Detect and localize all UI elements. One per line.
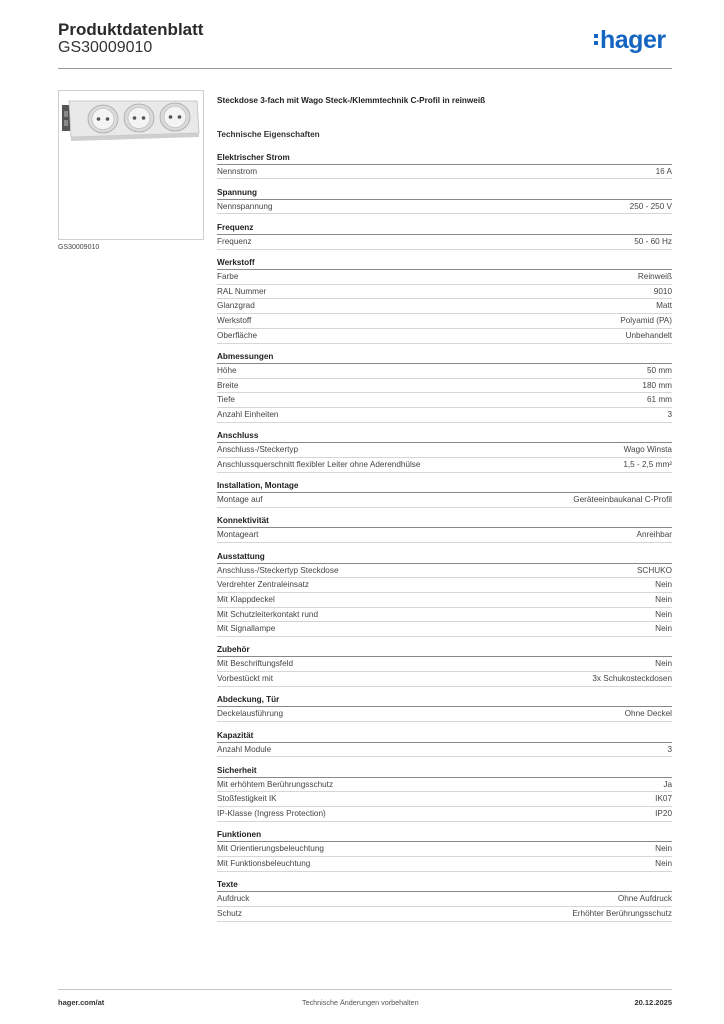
section-title: Spannung <box>217 188 672 200</box>
spec-value: 3 <box>667 410 672 420</box>
spec-value: 180 mm <box>642 380 672 390</box>
spec-label: Anzahl Module <box>217 744 272 754</box>
spec-row <box>217 329 672 344</box>
spec-section <box>217 552 672 637</box>
spec-label: Schutz <box>217 908 243 918</box>
spec-row <box>217 672 672 687</box>
spec-row <box>217 622 672 637</box>
spec-row <box>217 792 672 807</box>
spec-label: Anzahl Einheiten <box>217 410 279 420</box>
socket-outlet <box>160 103 190 131</box>
spec-row <box>217 593 672 608</box>
spec-label: Höhe <box>217 366 237 375</box>
spec-label: Verdrehter Zentraleinsatz <box>217 580 309 590</box>
spec-value: Geräteeinbaukanal C-Profil <box>573 495 672 505</box>
spec-value: 50 - 60 Hz <box>634 236 672 246</box>
spec-label: RAL Nummer <box>217 286 267 296</box>
spec-label: Mit erhöhtem Berührungsschutz <box>217 779 334 789</box>
spec-section <box>217 153 672 180</box>
spec-row <box>217 778 672 793</box>
spec-row <box>217 379 672 394</box>
spec-row <box>217 842 672 857</box>
spec-sections <box>217 153 672 922</box>
section-title: Texte <box>217 880 672 892</box>
spec-label: Tiefe <box>217 395 235 405</box>
spec-label: Glanzgrad <box>217 301 255 311</box>
section-title: Kapazität <box>217 731 672 743</box>
footer-date: 20.12.2025 <box>634 998 672 1007</box>
spec-label: Montage auf <box>217 495 263 505</box>
spec-row <box>217 608 672 623</box>
spec-section <box>217 516 672 543</box>
spec-value: Wago Winsta <box>623 445 672 455</box>
spec-row <box>217 270 672 285</box>
spec-value: Nein <box>655 624 672 634</box>
spec-row <box>217 907 672 922</box>
article-number: GS30009010 <box>58 39 153 56</box>
spec-row <box>217 807 672 822</box>
section-title: Zubehör <box>217 645 672 657</box>
hager-logo <box>594 26 666 55</box>
spec-value: Anreihbar <box>636 530 672 540</box>
spec-label: Mit Funktionsbeleuchtung <box>217 858 311 868</box>
spec-value: Reinweiß <box>637 272 672 282</box>
specification-panel <box>217 96 672 922</box>
spec-value: Unbehandelt <box>625 330 672 340</box>
spec-value: Nein <box>655 659 672 669</box>
spec-label: Mit Schutzleiterkontakt rund <box>217 609 319 619</box>
spec-row <box>217 743 672 758</box>
spec-section <box>217 352 672 423</box>
spec-value: 1,5 - 2,5 mm² <box>623 459 672 469</box>
spec-row <box>217 528 672 543</box>
spec-label: Deckelausführung <box>217 709 283 719</box>
section-title: Installation, Montage <box>217 481 672 493</box>
spec-label: Anschluss-/Steckertyp Steckdose <box>217 565 339 575</box>
spec-label: Nennstrom <box>217 166 258 176</box>
spec-row <box>217 493 672 508</box>
spec-label: Vorbestückt mit <box>217 674 273 684</box>
spec-label: Mit Klappdeckel <box>217 594 275 604</box>
section-title: Konnektivität <box>217 516 672 528</box>
spec-label: Aufdruck <box>217 894 250 904</box>
spec-value: 3 <box>667 744 672 754</box>
spec-value: Nein <box>655 580 672 590</box>
section-title: Elektrischer Strom <box>217 153 672 165</box>
section-title: Frequenz <box>217 223 672 235</box>
spec-label: Oberfläche <box>217 330 258 340</box>
section-title: Ausstattung <box>217 552 672 564</box>
image-caption: GS30009010 <box>58 244 100 251</box>
spec-label: Montageart <box>217 530 259 540</box>
spec-value: 50 mm <box>646 366 672 375</box>
spec-row <box>217 285 672 300</box>
header-divider <box>58 68 672 69</box>
page-title: Produktdatenblatt <box>58 20 204 39</box>
spec-label: Frequenz <box>217 236 252 246</box>
spec-value: Polyamid (PA) <box>620 316 672 326</box>
socket-strip-illustration <box>59 91 203 239</box>
spec-section <box>217 880 672 921</box>
specifications-heading: Technische Eigenschaften <box>217 130 320 139</box>
footer-website-link[interactable]: hager.com/at <box>58 998 105 1007</box>
section-title: Sicherheit <box>217 766 672 778</box>
spec-value: Ja <box>663 779 672 789</box>
spec-row <box>217 299 672 314</box>
spec-row <box>217 857 672 872</box>
spec-value: 250 - 250 V <box>629 201 672 211</box>
spec-row <box>217 200 672 215</box>
product-description: Steckdose 3-fach mit Wago Steck-/Klemmtechnik C-Profil in reinweiß <box>217 96 486 105</box>
spec-row <box>217 314 672 329</box>
spec-value: 9010 <box>653 286 672 296</box>
spec-section <box>217 731 672 758</box>
product-image <box>58 90 204 240</box>
spec-label: Mit Signallampe <box>217 624 276 634</box>
spec-section <box>217 481 672 508</box>
section-title: Abdeckung, Tür <box>217 695 672 707</box>
section-title: Funktionen <box>217 830 672 842</box>
logo-colon-icon <box>594 26 598 45</box>
wago-connector-left <box>62 105 70 131</box>
spec-row <box>217 458 672 473</box>
spec-label: Farbe <box>217 272 239 282</box>
spec-value: Nein <box>655 594 672 604</box>
spec-row <box>217 165 672 180</box>
spec-label: Mit Beschriftungsfeld <box>217 659 293 669</box>
spec-value: Nein <box>655 844 672 854</box>
spec-row <box>217 578 672 593</box>
spec-value: Erhöhter Berührungsschutz <box>572 908 672 918</box>
spec-row <box>217 657 672 672</box>
spec-section <box>217 766 672 822</box>
spec-section <box>217 830 672 871</box>
spec-section <box>217 645 672 686</box>
socket-outlet <box>124 104 154 132</box>
spec-label: Anschluss-/Steckertyp <box>217 445 298 455</box>
spec-value: IK07 <box>655 794 672 804</box>
socket-outlet <box>88 105 118 133</box>
logo-text: hager <box>600 26 666 54</box>
spec-section <box>217 695 672 722</box>
spec-value: 16 A <box>655 166 672 176</box>
spec-value: IP20 <box>655 809 672 819</box>
spec-section <box>217 188 672 215</box>
spec-label: Nennspannung <box>217 201 273 211</box>
spec-value: 61 mm <box>646 395 672 405</box>
spec-row <box>217 393 672 408</box>
spec-value: Matt <box>656 301 672 311</box>
footer-divider <box>58 989 672 990</box>
spec-row <box>217 443 672 458</box>
section-title: Anschluss <box>217 431 672 443</box>
spec-label: Anschlussquerschnitt flexibler Leiter ohne Aderendhülse <box>217 459 421 469</box>
spec-label: Mit Orientierungsbeleuchtung <box>217 844 324 854</box>
spec-row <box>217 707 672 722</box>
spec-label: Breite <box>217 380 239 390</box>
spec-row <box>217 408 672 423</box>
section-title: Werkstoff <box>217 258 672 270</box>
spec-row <box>217 564 672 579</box>
spec-row <box>217 364 672 379</box>
spec-value: Ohne Deckel <box>624 709 672 719</box>
section-title: Abmessungen <box>217 352 672 364</box>
spec-section <box>217 258 672 343</box>
spec-row <box>217 892 672 907</box>
spec-label: Stoßfestigkeit IK <box>217 794 277 804</box>
spec-row <box>217 235 672 250</box>
spec-value: Nein <box>655 609 672 619</box>
spec-section <box>217 431 672 472</box>
spec-section <box>217 223 672 250</box>
spec-value: SCHUKO <box>636 565 672 575</box>
footer-notice: Technische Änderungen vorbehalten <box>302 998 419 1007</box>
spec-label: IP-Klasse (Ingress Protection) <box>217 809 326 819</box>
spec-value: 3x Schukosteckdosen <box>592 674 672 684</box>
spec-value: Ohne Aufdruck <box>617 894 672 904</box>
spec-label: Werkstoff <box>217 316 252 326</box>
spec-value: Nein <box>655 858 672 868</box>
